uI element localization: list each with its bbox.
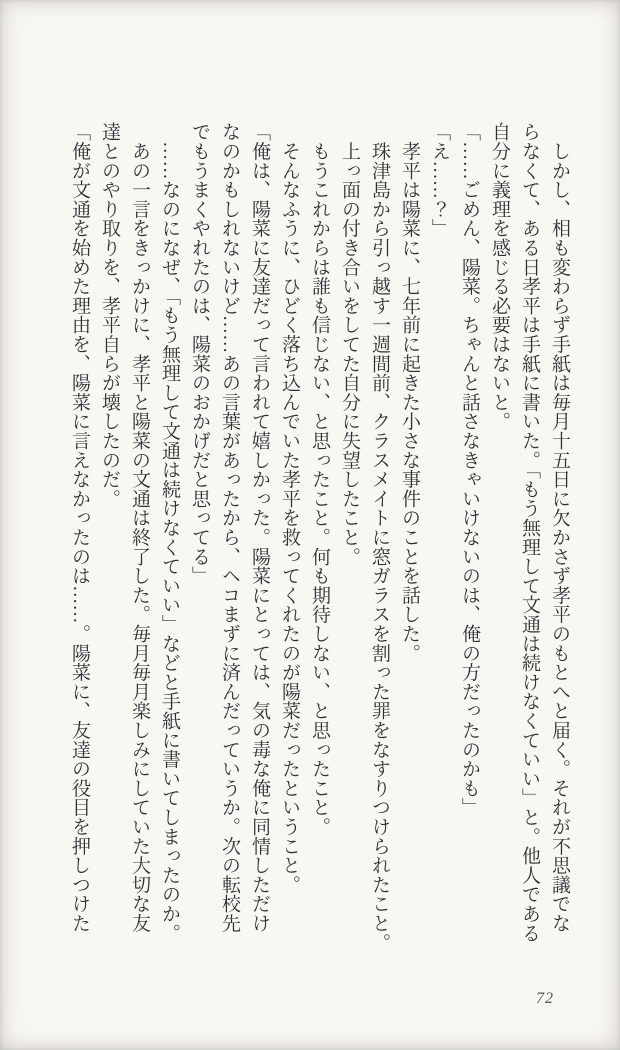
text-line: 孝平は陽菜に、七年前に起きた小さな事件のことを話した。 (399, 122, 420, 663)
text-line: でもうまくやれたのは、陽菜のおかげだと思ってる」 (189, 122, 210, 586)
text-line: 「俺は、陽菜に友達だって言われて嬉しかった。陽菜にとっては、気の毒な俺に同情しただけ (249, 122, 270, 933)
text-line: 「え……？」 (429, 122, 450, 238)
text-line: らなくて、ある日孝平は手紙に書いた。「もう無理して文通は続けなくていい」と。他人である (519, 122, 540, 943)
text-line: 自分に義理を感じる必要はないと。 (489, 122, 510, 431)
text-line: そんなふうに、ひどく落ち込んでいた孝平を救ってくれたのが陽菜だったということ。 (279, 122, 300, 894)
text-line: しかし、相も変わらず手紙は毎月十五日に欠かさず孝平のもとへと届く。それが不思議でな (549, 122, 570, 933)
text-line: 珠津島から引っ越す一週間前、クラスメイトに窓ガラスを割った罪をなすりつけられたこと。 (369, 122, 390, 952)
text-line: あの一言をきっかけに、孝平と陽菜の文通は終了した。毎月毎月楽しみにしていた大切な友 (129, 122, 150, 933)
text-line: 達とのやり取りを、孝平自らが壊したのだ。 (99, 122, 120, 508)
text-line: 「俺が文通を始めた理由を、陽菜に言えなかったのは……。陽菜に、友達の役目を押しつけた (69, 122, 90, 933)
text-line: もうこれからは誰も信じない、と思ったこと。何も期待しない、と思ったこと。 (309, 122, 330, 837)
page-number: 72 (536, 990, 554, 1007)
text-line: ……なのになぜ、「もう無理して文通は続けなくていい」などと手紙に書いてしまったのか。 (159, 122, 180, 943)
text-line: 上っ面の付き合いをしてた自分に失望したこと。 (339, 122, 360, 566)
text-line: なのかもしれないけど……あの言葉があったから、ヘコまずに済んだっていうか。次の転校先 (219, 122, 240, 933)
text-line: 「……ごめん、陽菜。ちゃんと話さなきゃいけないのは、俺の方だったのかも」 (459, 122, 480, 817)
text-block (64, 122, 574, 954)
